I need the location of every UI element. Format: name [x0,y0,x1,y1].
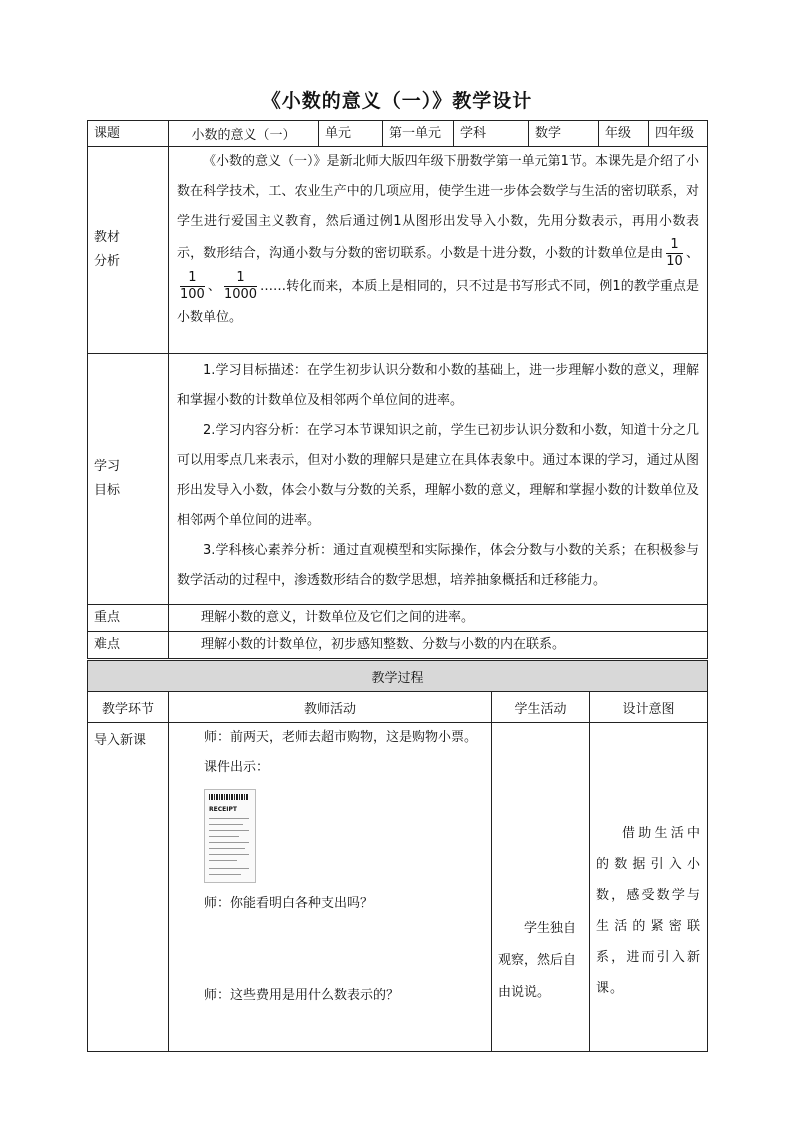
teaching-process-table [87,660,708,1052]
analysis-text-b: ……转化而来，本质上是相同的，只不过是书写形式不同，例1的教学重点是小数单位。 [177,279,699,325]
document-title: 《小数的意义（一）》教学设计 [261,90,533,112]
teacher-line-3: 师：你能看明白各种支出吗？ [204,896,374,911]
col-intent-header: 设计意图 [590,692,708,723]
key-point-text: 理解小数的意义，计数单位及它们之间的进率。 [169,605,708,632]
topic-value: 小数的意义（一） [169,121,319,147]
col-student-header: 学生活动 [492,692,590,723]
student-activity-cell: 学生独自观察，然后自由说说。 [492,723,590,1052]
teacher-line-1: 师：前两天，老师去超市购物，这是购物小票。 [204,730,478,745]
teacher-line-2: 课件出示： [204,760,270,775]
teaching-process-band: 教学过程 [88,661,708,692]
goals-content [169,354,708,605]
col-teacher-header: 教师活动 [169,692,492,723]
analysis-label: 教材 分析 [88,147,169,354]
difficulty-label: 难点 [88,632,169,659]
teacher-activity-cell [169,723,492,1052]
goal-paragraph-1: 1.学习目标描述：在学生初步认识分数和小数的基础上，进一步理解小数的意义，理解和掌握小数的计数单位及相邻两个单位间的进率。 [177,363,699,408]
grade-label: 年级 [599,121,649,147]
receipt-image [204,789,256,883]
fraction-one-hundredth: $\frac{1}{100}$ [180,270,205,302]
goal-paragraph-2: 2.学习内容分析：在学习本节课知识之前，学生已初步认识分数和小数，知道十分之几可以用零点几来表示，但对小数的理解只是建立在具体表象中。通过本课的学习，通过从图形出发导入小数，体会小数与分数的关系，理解小数的意义，理解和掌握小数的计数单位及相邻两个单位间的进率。 [177,423,699,528]
key-point-label: 重点 [88,605,169,632]
subject-value: 数学 [529,121,599,147]
unit-value: 第一单元 [383,121,454,147]
grade-value: 四年级 [649,121,708,147]
fraction-one-thousandth: $\frac{1}{1000}$ [223,270,258,302]
unit-label: 单元 [319,121,383,147]
goal-paragraph-3: 3.学科核心素养分析：通过直观模型和实际操作，体会分数与小数的关系；在积极参与数学活动的过程中，渗透数形结合的数学思想，培养抽象概括和迁移能力。 [177,543,699,588]
teacher-line-4: 师：这些费用是用什么数表示的？ [204,988,400,1003]
topic-label: 课题 [88,121,169,147]
subject-label: 学科 [454,121,529,147]
fraction-one-tenth: $\frac{1}{10}$ [666,237,683,269]
receipt-heading: RECEIPT [209,806,237,813]
difficulty-text: 理解小数的计数单位，初步感知整数、分数与小数的内在联系。 [169,632,708,659]
lesson-info-table [87,120,708,659]
design-intent-cell: 借助生活中的数据引入小数，感受数学与生活的紧密联系，进而引入新课。 [590,723,708,1052]
goals-label: 学习 目标 [88,354,169,605]
analysis-text-a: 《小数的意义（一）》是新北师大版四年级下册数学第一单元第1节。本课先是介绍了小数在科学技术，工、农业生产中的几项应用，使学生进一步体会数学与生活的密切联系，对学生进行爱国主义教育，然后通过例1从图形出发导入小数，先用分数表示，再用小数表示，数形结合，沟通小数与分数的密切联系。小数是十进分数，小数的计数单位是由 [177,154,699,261]
col-step-header: 教学环节 [88,692,169,723]
analysis-content: 《小数的意义（一）》是新北师大版四年级下册数学第一单元第1节。本课先是介绍了小数在科学技术，工、农业生产中的几项应用，使学生进一步体会数学与生活的密切联系，对学生进行爱国主义教育，然后通过例1从图形出发导入小数，先用分数表示，再用小数表示，数形结合，沟通小数与分数的密切联系。小数是十进分数，小数的计数单位是由 $\frac{1}{10}$ 、 $\frac{1}{100}$ 、 $\frac{1}{1000}$ ……转化而来，本质上是相同的，只不过是书写形式不同，例1的教学重点是小数单位。 [169,147,708,354]
barcode-icon [209,794,249,800]
step-intro-cell: 导入新课 [88,723,169,1052]
